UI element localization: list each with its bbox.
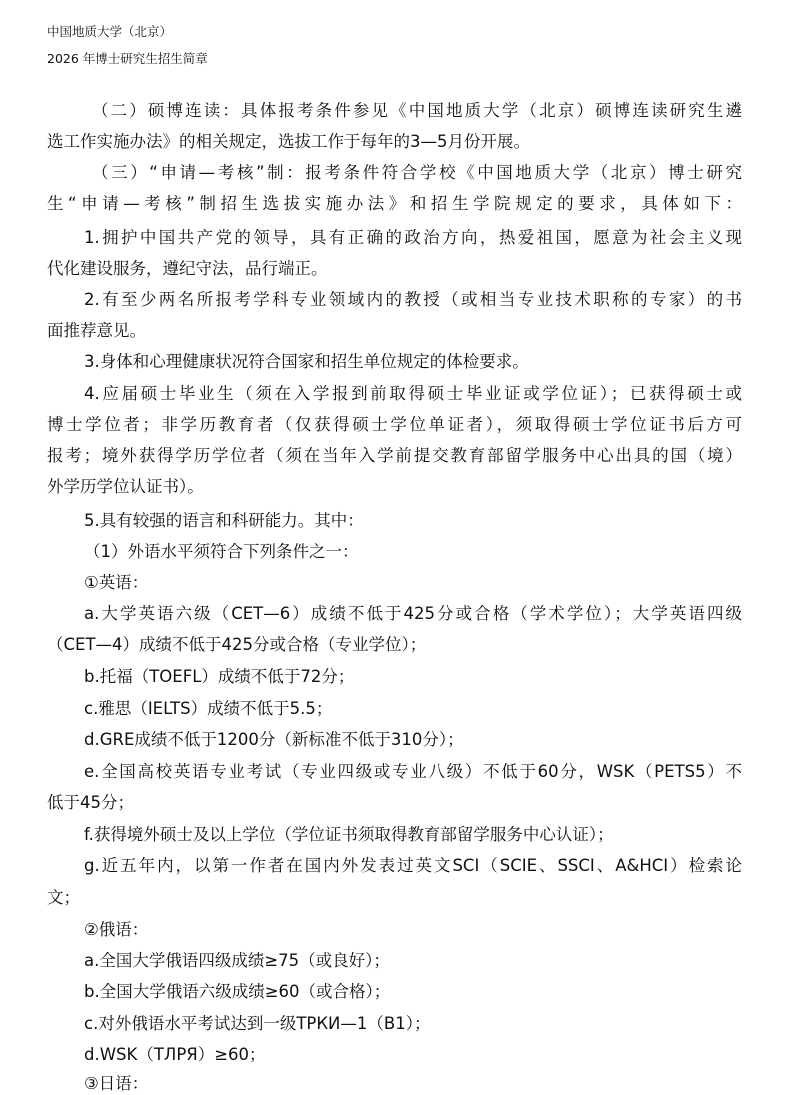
body-line: （1）外语水平须符合下列条件之一： bbox=[84, 542, 359, 561]
body-line: 1.拥护中国共产党的领导，具有正确的政治方向，热爱祖国，愿意为社会主义现 bbox=[84, 228, 742, 247]
body-line: ③日语： bbox=[84, 1074, 149, 1093]
body-line: c.雅思（IELTS）成绩不低于5.5； bbox=[84, 699, 333, 718]
body-line: a.大学英语六级（CET—6）成绩不低于425分或合格（学术学位）；大学英语四级 bbox=[84, 604, 742, 623]
body-line: b.托福（TOEFL）成绩不低于72分； bbox=[84, 667, 355, 686]
body-line: ②俄语： bbox=[84, 920, 149, 939]
body-line: 文； bbox=[47, 888, 80, 907]
body-line: b.全国大学俄语六级成绩≥60（或合格）； bbox=[84, 982, 391, 1001]
body-line: 选工作实施办法》的相关规定，选拔工作于每年的3—5月份开展。 bbox=[47, 132, 530, 151]
document-title: 2026 年博士研究生招生简章 bbox=[47, 51, 208, 66]
body-line: 2.有至少两名所报考学科专业领域内的教授（或相当专业技术职称的专家）的书 bbox=[84, 290, 742, 309]
body-line: ①英语： bbox=[84, 573, 149, 592]
body-line: 4.应届硕士毕业生（须在入学报到前取得硕士毕业证或学位证）；已获得硕士或 bbox=[84, 384, 742, 403]
body-line: 面推荐意见。 bbox=[47, 321, 146, 340]
body-line: g.近五年内，以第一作者在国内外发表过英文SCI（SCIE、SSCI、A&HCI）检索论 bbox=[84, 856, 742, 875]
body-line: 代化建设服务，遵纪守法，品行端正。 bbox=[47, 259, 328, 278]
body-line: （二）硕博连读：具体报考条件参见《中国地质大学（北京）硕博连读研究生遴 bbox=[92, 101, 742, 120]
body-line: d.WSK（ТЛРЯ）≥60； bbox=[84, 1045, 266, 1064]
body-line: e.全国高校英语专业考试（专业四级或专业八级）不低于60分，WSK（PETS5）不 bbox=[84, 762, 742, 781]
body-line: 外学历学位认证书）。 bbox=[47, 477, 204, 496]
body-line: 报考；境外获得学历学位者（须在当年入学前提交教育部留学服务中心出具的国（境） bbox=[47, 446, 742, 465]
body-line: （CET—4）成绩不低于425分或合格（专业学位）； bbox=[47, 635, 427, 654]
body-line: d.GRE成绩不低于1200分（新标准不低于310分）； bbox=[84, 730, 464, 749]
body-line: 低于45分； bbox=[47, 793, 134, 812]
body-line: f.获得境外硕士及以上学位（学位证书须取得教育部留学服务中心认证）； bbox=[84, 825, 614, 844]
body-line: 3.身体和心理健康状况符合国家和招生单位规定的体检要求。 bbox=[84, 352, 529, 371]
body-line: 博士学位者；非学历教育者（仅获得硕士学位单证者），须取得硕士学位证书后方可 bbox=[47, 415, 742, 434]
university-name: 中国地质大学（北京） bbox=[47, 24, 173, 39]
body-line: 生“申请—考核”制招生选拔实施办法》和招生学院规定的要求，具体如下： bbox=[47, 194, 742, 213]
body-line: a.全国大学俄语四级成绩≥75（或良好）； bbox=[84, 951, 390, 970]
body-line: c.对外俄语水平考试达到一级ТРКИ—1（B1）； bbox=[84, 1014, 431, 1033]
body-line: 5.具有较强的语言和科研能力。其中： bbox=[84, 511, 364, 530]
body-line: （三）“申请—考核”制：报考条件符合学校《中国地质大学（北京）博士研究 bbox=[92, 163, 742, 182]
